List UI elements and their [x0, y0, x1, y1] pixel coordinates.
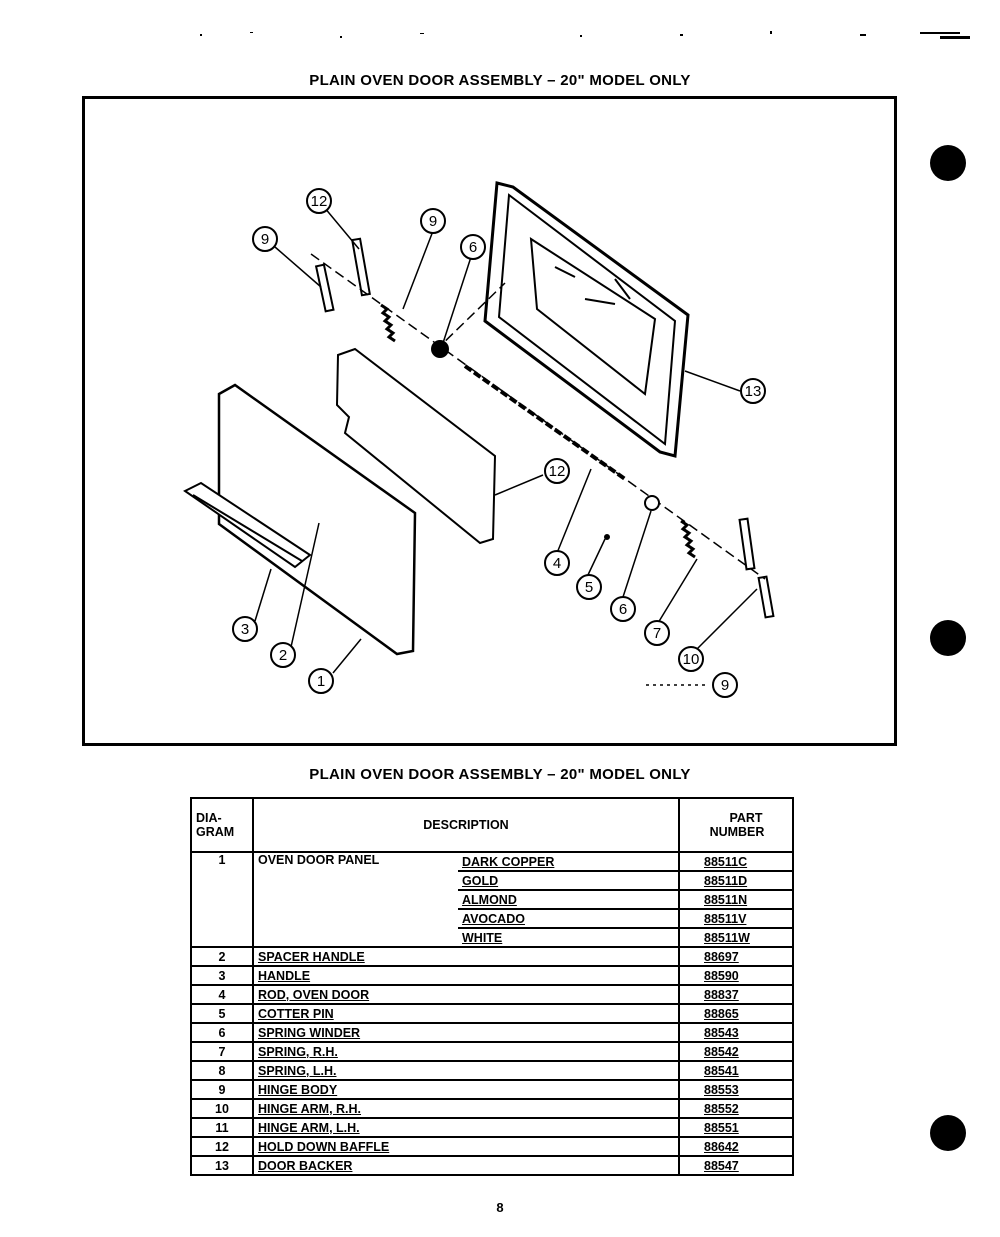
hinge-arm-lh-part — [352, 239, 370, 296]
row-num: 1 — [191, 852, 253, 947]
punch-hole — [930, 620, 966, 656]
table-row — [191, 1023, 793, 1042]
svg-text:1: 1 — [316, 673, 326, 690]
svg-text:9: 9 — [428, 213, 438, 230]
row-desc: HINGE ARM, R.H. — [253, 1099, 679, 1118]
exploded-diagram-frame — [82, 96, 897, 746]
table-row — [191, 1061, 793, 1080]
callout-1 — [309, 669, 333, 693]
row-num: 8 — [191, 1061, 253, 1080]
row-desc: COTTER PIN — [253, 1004, 679, 1023]
svg-text:3: 3 — [240, 621, 250, 638]
svg-text:10: 10 — [682, 651, 700, 668]
row-num: 11 — [191, 1118, 253, 1137]
svg-text:7: 7 — [652, 625, 662, 642]
row-desc: SPRING WINDER — [253, 1023, 679, 1042]
header-part-line1: PART — [729, 811, 763, 825]
row-color: ALMOND — [458, 890, 679, 909]
page-number: 8 — [496, 1200, 504, 1215]
callout-3 — [233, 617, 257, 641]
svg-text:4: 4 — [552, 555, 562, 572]
callout-9-right — [713, 673, 737, 697]
callout-7 — [645, 621, 669, 645]
row-color: AVOCADO — [458, 909, 679, 928]
svg-text:13: 13 — [744, 383, 762, 400]
table-row — [191, 1156, 793, 1175]
callout-6-right — [611, 597, 635, 621]
spring-rh-part — [681, 521, 695, 557]
callout-8 — [421, 209, 445, 233]
row-num: 13 — [191, 1156, 253, 1175]
parts-table — [190, 797, 794, 1176]
table-row — [191, 1099, 793, 1118]
punch-hole — [930, 1115, 966, 1151]
svg-text:2: 2 — [278, 647, 288, 664]
row-num: 10 — [191, 1099, 253, 1118]
row-desc: HOLD DOWN BAFFLE — [253, 1137, 679, 1156]
row-part: 88511N — [679, 890, 793, 909]
row-part: 88547 — [679, 1156, 793, 1175]
row-color: DARK COPPER — [458, 852, 679, 871]
hinge-body-left-part — [316, 265, 333, 312]
svg-text:5: 5 — [584, 579, 594, 596]
header-diagram-line1: DIA- — [196, 811, 222, 825]
spring-winder-right-part — [645, 496, 659, 510]
row-desc: OVEN DOOR PANEL — [253, 852, 458, 947]
spring-lh-part — [381, 305, 395, 341]
row-num: 2 — [191, 947, 253, 966]
callout-11 — [307, 189, 331, 213]
row-num: 12 — [191, 1137, 253, 1156]
svg-text:12: 12 — [310, 193, 328, 210]
header-description: DESCRIPTION — [253, 798, 679, 852]
header-diagram — [191, 798, 253, 852]
callout-2 — [271, 643, 295, 667]
row-num: 6 — [191, 1023, 253, 1042]
row-part: 88697 — [679, 947, 793, 966]
table-header-row — [191, 798, 793, 852]
parts-rows — [191, 947, 793, 1175]
row-desc: SPRING, R.H. — [253, 1042, 679, 1061]
row-part: 88551 — [679, 1118, 793, 1137]
row-desc: HINGE BODY — [253, 1080, 679, 1099]
callout-9-left — [253, 227, 277, 251]
row-color: WHITE — [458, 928, 679, 947]
row-desc: DOOR BACKER — [253, 1156, 679, 1175]
cotter-pin-part — [605, 535, 609, 539]
row-desc: SPRING, L.H. — [253, 1061, 679, 1080]
table-row — [191, 1042, 793, 1061]
svg-text:9: 9 — [260, 231, 270, 248]
spring-winder-left-part — [432, 341, 448, 357]
header-diagram-line2: GRAM — [196, 825, 235, 839]
row-part: 88511D — [679, 871, 793, 890]
row-num: 4 — [191, 985, 253, 1004]
row-part: 88511W — [679, 928, 793, 947]
table-row — [191, 1118, 793, 1137]
scan-noise — [160, 28, 980, 44]
svg-text:9: 9 — [720, 677, 730, 694]
row-desc: SPACER HANDLE — [253, 947, 679, 966]
row-part: 88511C — [679, 852, 793, 871]
table-row — [191, 1137, 793, 1156]
row-part: 88642 — [679, 1137, 793, 1156]
table-row — [191, 966, 793, 985]
row-desc: ROD, OVEN DOOR — [253, 985, 679, 1004]
svg-text:6: 6 — [618, 601, 628, 618]
table-row — [191, 947, 793, 966]
row-part: 88837 — [679, 985, 793, 1004]
row-part: 88552 — [679, 1099, 793, 1118]
door-backer-part — [485, 183, 688, 456]
row-part: 88553 — [679, 1080, 793, 1099]
callout-12 — [545, 459, 569, 483]
row-part: 88541 — [679, 1061, 793, 1080]
svg-text:12: 12 — [548, 463, 566, 480]
table-row — [191, 985, 793, 1004]
row-part: 88590 — [679, 966, 793, 985]
exploded-diagram — [85, 99, 894, 743]
table-title: PLAIN OVEN DOOR ASSEMBLY – 20" MODEL ONLY — [309, 766, 691, 783]
callout-13 — [741, 379, 765, 403]
row-part: 88543 — [679, 1023, 793, 1042]
hinge-body-right-part — [759, 577, 774, 618]
row-color: GOLD — [458, 871, 679, 890]
row-desc: HANDLE — [253, 966, 679, 985]
punch-hole — [930, 145, 966, 181]
row-num: 9 — [191, 1080, 253, 1099]
row-desc: HINGE ARM, L.H. — [253, 1118, 679, 1137]
callout-4 — [545, 551, 569, 575]
table-row — [191, 1004, 793, 1023]
row-num: 5 — [191, 1004, 253, 1023]
callout-5 — [577, 575, 601, 599]
page-title: PLAIN OVEN DOOR ASSEMBLY – 20" MODEL ONLY — [309, 72, 691, 89]
callout-10 — [679, 647, 703, 671]
row-part: 88511V — [679, 909, 793, 928]
header-part-number — [679, 798, 793, 852]
row-num: 3 — [191, 966, 253, 985]
table-row — [191, 1080, 793, 1099]
row-num: 7 — [191, 1042, 253, 1061]
table-row — [191, 852, 793, 871]
svg-text:6: 6 — [468, 239, 478, 256]
callout-6-left — [461, 235, 485, 259]
header-part-line2: NUMBER — [709, 825, 765, 839]
row-part: 88542 — [679, 1042, 793, 1061]
row-part: 88865 — [679, 1004, 793, 1023]
